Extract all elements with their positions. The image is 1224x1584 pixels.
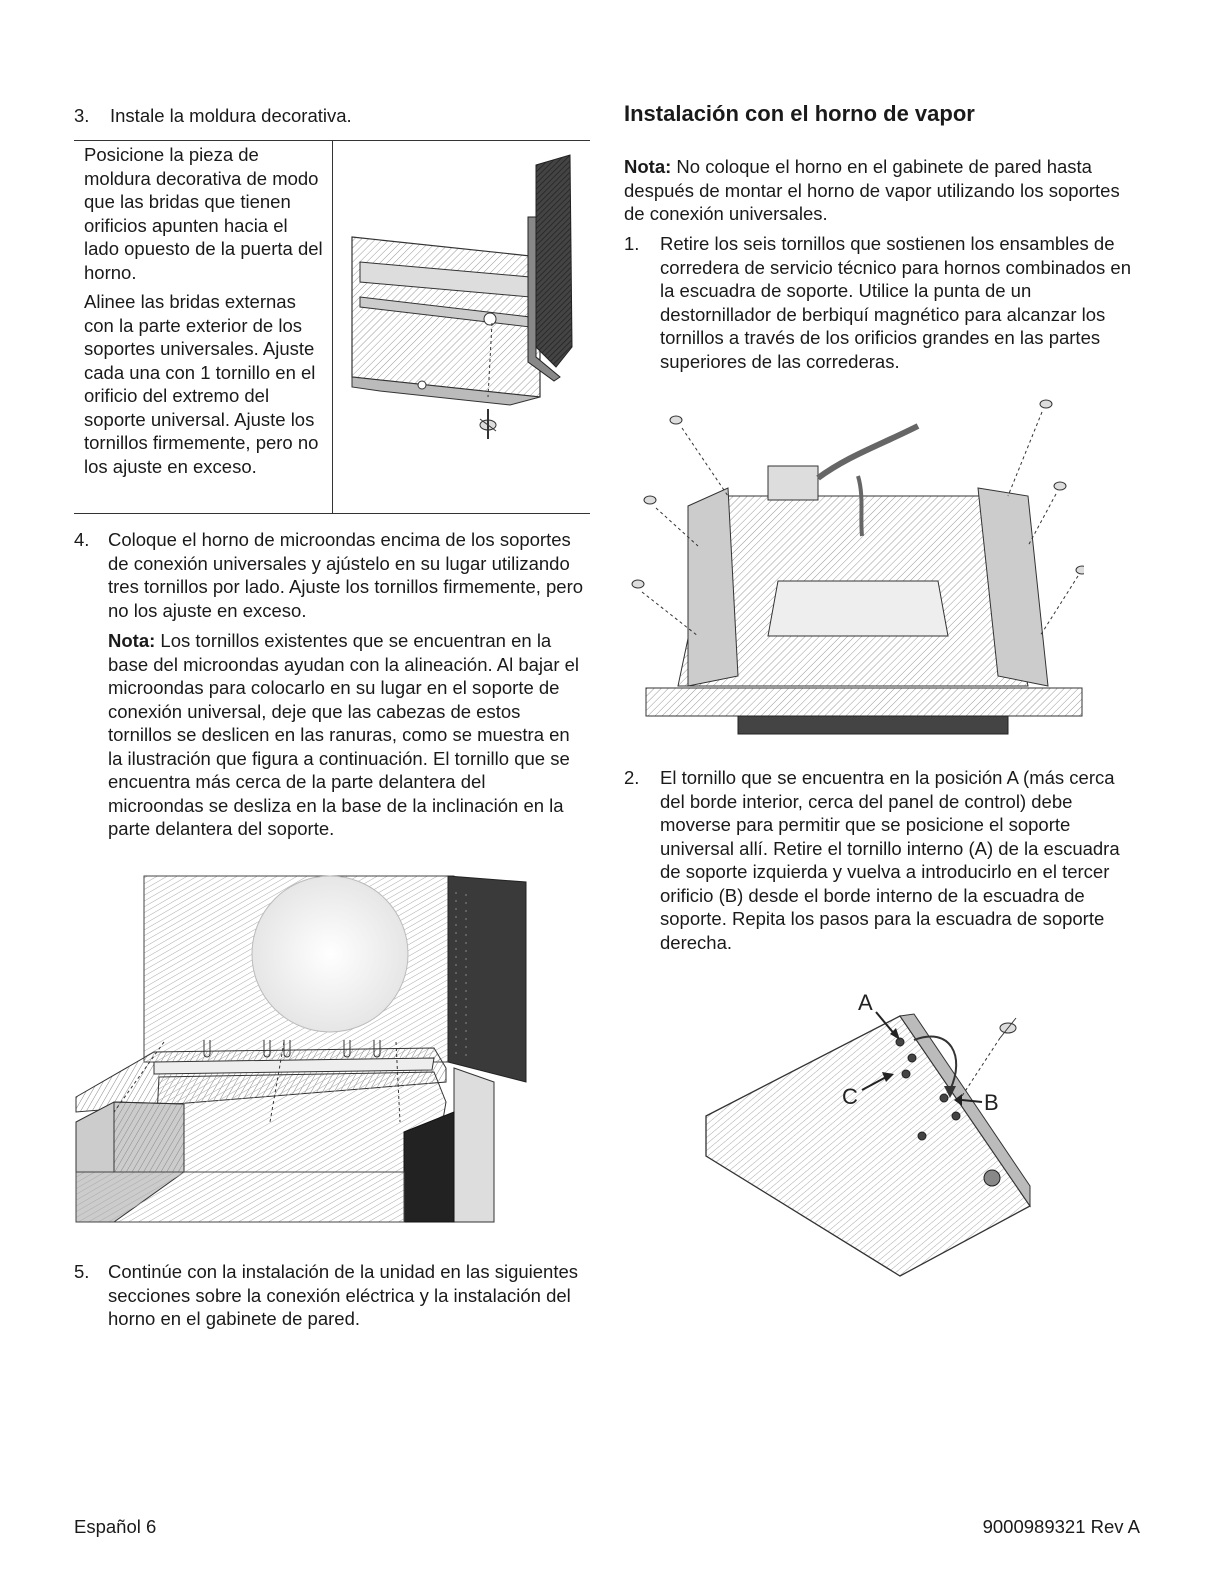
step-3-table	[74, 140, 590, 514]
step-number: 4.	[74, 529, 90, 550]
label-a: A	[858, 990, 873, 1015]
step-5	[74, 1260, 586, 1334]
step-3-para-2: Alinee las bridas externas con la parte exterior de los soportes universales. Ajuste cada una con 1 tornillo en el orificio del extremo del soporte universal. Ajuste los tornillos firmemente, pero no los ajuste en exceso.	[84, 291, 319, 477]
step-4	[74, 528, 586, 848]
bracket-detail-figure	[700, 986, 1046, 1286]
table-divider	[332, 141, 333, 513]
note-text: Los tornillos existentes que se encuentran en la base del microondas ayudan con la alineación. Al bajar el microondas para colocarlo en su lugar en el soporte de conexión universal, deje que las cabezas de estos tornillos se deslicen en las ranuras, como se muestra en la ilustración que figura a continuación. El tornillo que se encuentra más cerca de la parte delantera del microondas se desliza en la base de la inclinación en la parte delantera del soporte.	[108, 630, 580, 839]
screw-icon	[480, 409, 496, 439]
trim-figure	[340, 147, 580, 451]
screw-icon	[962, 1018, 1016, 1096]
right-step-2	[624, 766, 1144, 956]
label-b: B	[984, 1090, 999, 1115]
step-3	[74, 104, 594, 128]
step-4-text: Coloque el horno de microondas encima de los soportes de conexión universales y ajústelo en su lugar utilizando tres tornillos por lado. Ajuste los tornillos firmemente, pero no los ajuste en exceso.	[108, 529, 584, 621]
footer-page-label: Español 6	[74, 1516, 157, 1537]
note-label: Nota:	[624, 156, 672, 177]
note-label: Nota:	[108, 630, 156, 651]
section-heading: Instalación con el horno de vapor	[624, 101, 975, 126]
note-text: No coloque el horno en el gabinete de pared hasta después de montar el horno de vapor utilizando los soportes de conexión universales.	[624, 156, 1120, 224]
section-note	[624, 155, 1144, 226]
right-step-1	[624, 232, 1144, 372]
step-number: 5.	[74, 1261, 90, 1282]
steam-oven-figure	[628, 396, 1084, 746]
step-4-note	[108, 629, 586, 841]
right-step-2-text: El tornillo que se encuentra en la posición A (más cerca del borde interior, cerca del panel de control) debe moverse para permitir que se posicione el soporte universal allí. Retire el tornillo interno (A) de la escuadra de soporte izquierda y vuelva a introducirlo en el tercer orificio (B) desde el borde interno de la escuadra de soporte. Repita los pasos para la escuadra de soporte derecha.	[660, 767, 1120, 953]
step-number: 2.	[624, 767, 640, 788]
right-step-1-text: Retire los seis tornillos que sostienen los ensambles de corredera de servicio técnico para hornos combinados en la escuadra de soporte. Utilice la punta de un destornillador de berbiquí magnético para alcanzar los tornillos a través de los orificios grandes en las partes superiores de las correderas.	[660, 233, 1131, 372]
step-3-text-cell	[84, 143, 326, 478]
step-3-para-1: Posicione la pieza de moldura decorativa de modo que las bridas que tienen orificios apunten hacia el lado opuesto de la puerta del horno.	[84, 144, 323, 283]
step-number: 1.	[624, 233, 640, 254]
label-c: C	[842, 1084, 858, 1109]
step-title: Instale la moldura decorativa.	[110, 105, 352, 126]
step-5-text: Continúe con la instalación de la unidad en las siguientes secciones sobre la conexión eléctrica y la instalación del horno en el gabinete de pared.	[108, 1261, 579, 1329]
footer-doc-number: 9000989321 Rev A	[982, 1516, 1140, 1537]
microwave-bracket-figure	[74, 872, 530, 1224]
step-number: 3.	[74, 105, 90, 126]
